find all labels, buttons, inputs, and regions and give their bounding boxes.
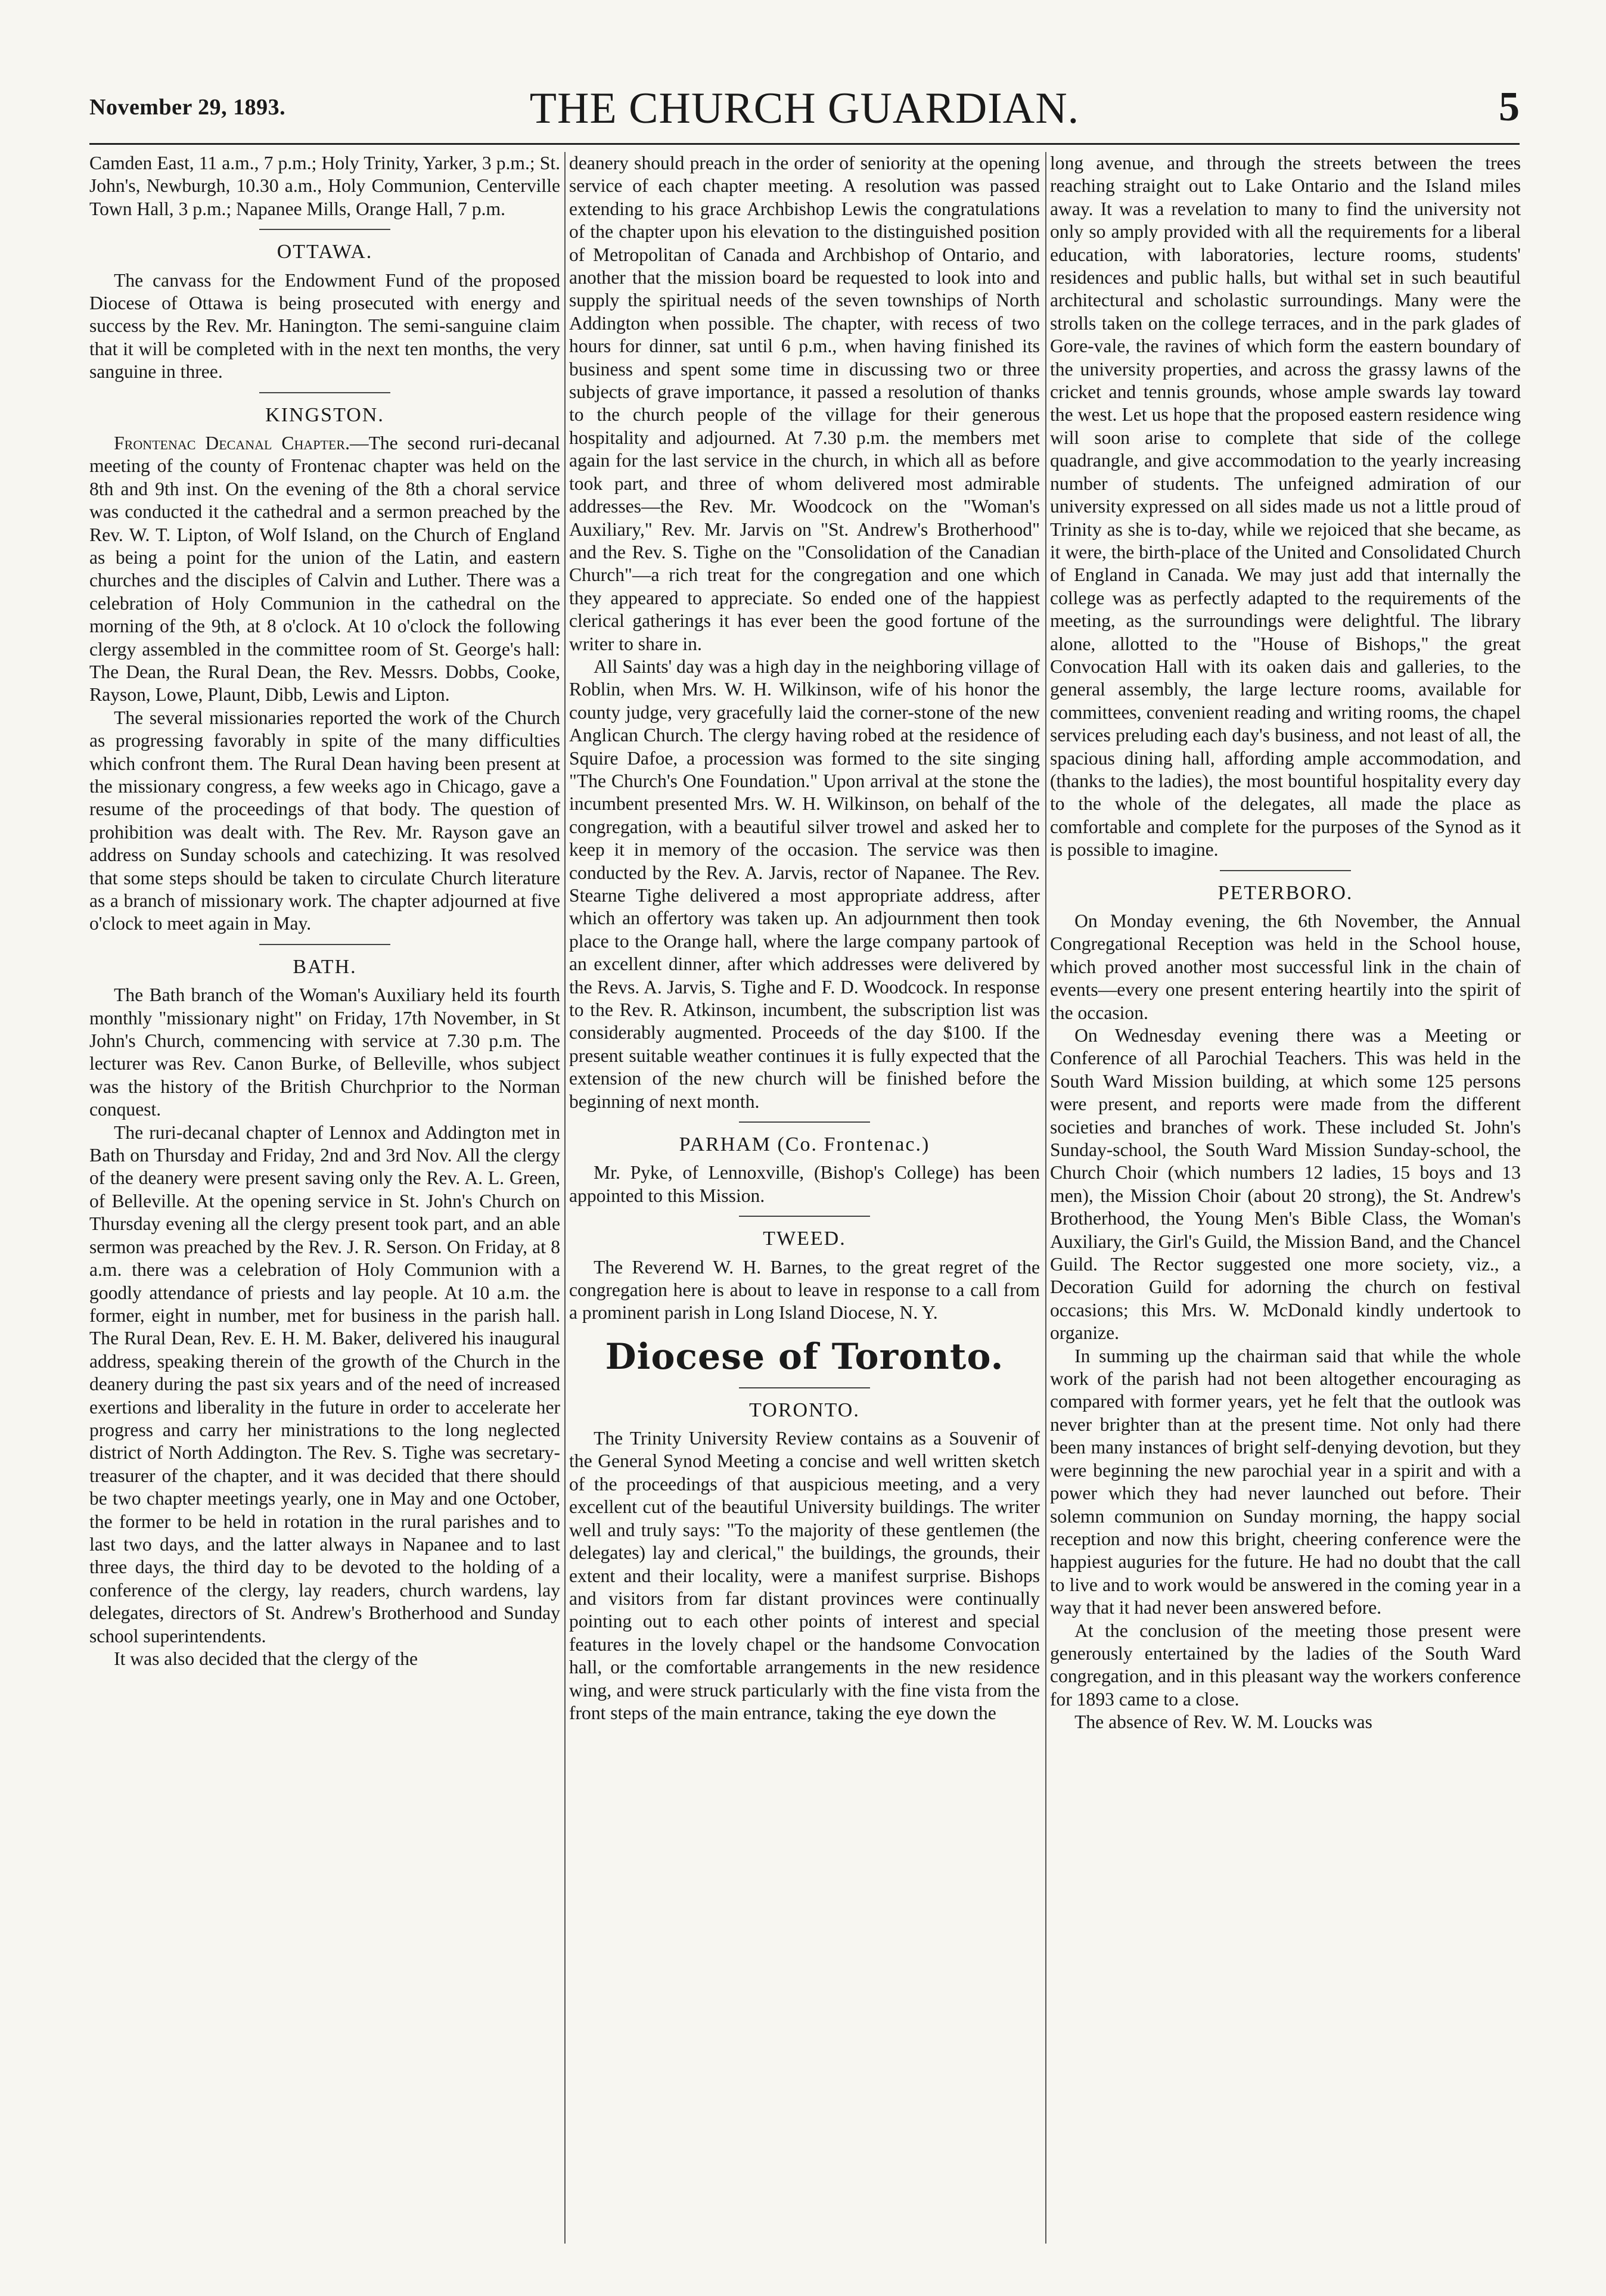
article-paragraph: The ruri-decanal chapter of Lennox and Addington met in Bath on Thursday and Friday, 2nd and 3rd Nov. All the clergy of the deanery were present saving only the Rev. A. L. Green, of Belleville. At the opening service in St. John's Church on Thursday evening all the clergy present took part, and an able sermon was preached by the Rev. J. R. Serson. On Friday, at 8 a.m. there was a celebration of Holy Communion with a goodly attendance of priests and lay people. At 10 a.m. the former, eight in number, met for business in the parish hall. The Rural Dean, Rev. E. H. M. Baker, delivered his inaugural address, speaking therein of the growth of the Church in the deanery during the past six years and of the need of increased exertions and liberality in the future in order to accelerate her progress and carry her ministrations to the long neglected district of North Addington. The Rev. S. Tighe was secretary-treasurer of the chapter, and it was decided that there should be two chapter meetings yearly, one in May and one October, the former to be held in rotation in the rural parishes and to last two days, and the latter always in Napanee and to last three days, the third day to be devoted to the holding of a conference of the clergy, lay readers, church wardens, lay delegates, directors of St. Andrew's Brotherhood and Sunday school superintendents. (89, 1121, 560, 1646)
article-paragraph: The Reverend W. H. Barnes, to the great regret of the congregation here is about to leave in response to a call from a prominent parish in Long Island Diocese, N. Y. (569, 1256, 1040, 1323)
column-2 (569, 152, 1040, 2250)
article-paragraph: On Monday evening, the 6th November, the Annual Congregational Reception was held in the School house, which proved another most successful link in the chain of events—every one present entering heartily into the spirit of the occasion. (1050, 910, 1521, 1023)
article-paragraph: long avenue, and through the streets between the trees reaching straight out to Lake Ontario and the Island miles away. It was a revelation to many to find the university not only so amply provided with all the requirements for a liberal education, with laboratories, lecture rooms, students' residences and public halls, but withal set in such beautiful architectural and scholastic surroundings. Many were the strolls taken on the college terraces, and in the park glades of Gore-vale, the ravines of which form the eastern boundary of the university properties, and across the grassy lawns of the cricket and tennis grounds, whose ample swards lay toward the west. Let us hope that the proposed eastern residence wing will soon arise to complete that side of the college quadrangle, and give accommodation to the yearly increasing number of students. The unfeigned admiration of our university expressed on all sides made us not a little proud of Trinity as she is to-day, while we rejoiced that she became, as it were, the birth-place of the United and Consolidated Church of England in Canada. We may just add that internally the college was as perfectly adapted to the requirements of the meeting, as the surroundings were delightful. The library alone, allotted to the "House of Bishops," the great Convocation Hall with its oaken dais and galleries, to the general assembly, the large lecture rooms, available for committees, convenient reading and writing rooms, the chapel services preluding each day's business, and not least of all, the spacious dining hall, affording ample accommodation, and (thanks to the ladies), the most bountiful hospitality every day to the whole of the delegates, all made the place as comfortable and complete for the purposes of the Synod as it is possible to imagine. (1050, 153, 1521, 860)
section-rule (739, 1121, 870, 1123)
masthead (89, 83, 1520, 140)
column-divider (1045, 152, 1046, 2244)
article-paragraph: The several missionaries reported the work of the Church as progressing favorably in spite of the many difficulties which confront them. The Rural Dean having been present at the missionary congress, a few weeks ago in Chicago, gave a resume of the proceedings of that body. The question of prohibition was dealt with. The Rev. Mr. Rayson gave an address on Sunday schools and catechizing. It was resolved that some steps should be taken to circulate Church literature as a branch of missionary work. The chapter adjourned at five o'clock to meet again in May. (89, 707, 560, 934)
column-divider (564, 152, 566, 2244)
section-heading: PARHAM (Co. Frontenac.) (679, 1133, 930, 1156)
column-3 (1050, 152, 1521, 2250)
article-paragraph: Camden East, 11 a.m., 7 p.m.; Holy Trinity, Yarker, 3 p.m.; St. John's, Newburgh, 10.30 a.m., Holy Communion, Centerville Town Hall, 3 p.m.; Napanee Mills, Orange Hall, 7 p.m. (89, 153, 560, 219)
masthead-rule (89, 143, 1520, 145)
paragraph-text: —The second ruri-decanal meeting of the county of Frontenac chapter was held on the 8th and 9th inst. On the evening of the 8th a choral service was conducted it the cathedral and a sermon preached by the Rev. W. T. Lipton, of Wolf Island, on the Church of England as being a point for the union of the Latin, and eastern churches and the disciples of Calvin and Luther. There was a celebration of Holy Communion in the cathedral on the morning of the 9th, at 8 o'clock. At 10 o'clock the following clergy assembled in the committee room of St. George's hall: The Dean, the Rural Dean, the Rev. Messrs. Dobbs, Cooke, Rayson, Lowe, Plaunt, Dibb, Lewis and Lipton. (89, 432, 560, 706)
section-heading: KINGSTON. (265, 403, 384, 426)
article-paragraph: The absence of Rev. W. M. Loucks was (1074, 1711, 1372, 1733)
section-heading: BATH. (293, 955, 357, 978)
newspaper-title: THE CHURCH GUARDIAN. (529, 84, 1080, 133)
article-paragraph: In summing up the chairman said that while the whole work of the parish had not been altogether encouraging as compared with former years, yet he felt that the outlook was never brighter than at the present time. Not only had there been many instances of bright self-denying devotion, but they were beginning the new parochial year in a spirit and with a power which they had never launched out before. Their solemn communion on Sunday morning, the happy social reception and now this bright, cheering conference were the happiest auguries for the future. He had no doubt that the call to live and to work would be answered in the coming year in a way that it had never been answered before. (1050, 1345, 1521, 1618)
section-rule (739, 1216, 870, 1217)
section-heading: TORONTO. (749, 1399, 860, 1421)
page-number: 5 (1499, 84, 1520, 130)
paragraph-lead: Frontenac Decanal Chapter. (114, 432, 350, 453)
article-paragraph: It was also decided that the clergy of the (114, 1648, 418, 1669)
section-rule (259, 944, 390, 945)
section-heading: PETERBORO. (1217, 881, 1353, 904)
section-heading: TWEED. (763, 1228, 846, 1250)
article-paragraph: The Bath branch of the Woman's Auxiliary held its fourth monthly "missionary night" on Friday, 17th November, in St John's Church, commencing with service at 7.30 p.m. The lecturer was Rev. Canon Burke, of Belleville, whos subject was the history of the British Churchprior to the Norman conquest. (89, 984, 560, 1120)
article-paragraph: At the conclusion of the meeting those present were generously entertained by the ladies of the South Ward congregation, and in this pleasant way the workers conference for 1893 came to a close. (1050, 1620, 1521, 1710)
article-paragraph: Mr. Pyke, of Lennoxville, (Bishop's College) has been appointed to this Mission. (569, 1162, 1040, 1206)
article-paragraph: The canvass for the Endowment Fund of the proposed Diocese of Ottawa is being prosecuted with energy and success by the Rev. Mr. Hanington. The semi-sanguine claim that it will be completed with in the next ten months, the very sanguine in three. (89, 269, 560, 383)
article-paragraph: The Trinity University Review contains as a Souvenir of the General Synod Meeting a concise and well written sketch of the proceedings of that auspicious meeting, and a very excellent cut of the beautiful University buildings. The writer well and truly says: "To the majority of these gentlemen (the delegates) lay and clerical," the buildings, the grounds, their extent and their locality, were a manifest surprise. Bishops and visitors from far distant provinces were continually pointing out to each other points of interest and special features in the lovely chapel or the handsome Convocation hall, or the comfortable arrangements in the new residence wing, and were struck particularly with the fine vista from the front steps of the main entrance, taking the eye down the (569, 1428, 1040, 1723)
section-rule (1220, 870, 1351, 871)
article-paragraph: deanery should preach in the order of seniority at the opening service of each chapter meeting. A resolution was passed extending to his grace Archbishop Lewis the congratulations of the chapter upon his elevation to the distinguished position of Metropolitan of Canada and Archbishop of Ontario, and another that the mission board be requested to look into and supply the spiritual needs of the seven townships of North Addington when possible. The chapter, with recess of two hours for dinner, sat until 6 p.m., when having finished its business and spent some time in discussing two or three subjects of grave importance, it passed a resolution of thanks to the church people of the village for their generous hospitality and adjourned. At 7.30 p.m. the members met again for the last service in the church, in which all as before took part, and three of whom delivered most admirable addresses—the Rev. Mr. Woodcock on the "Woman's Auxiliary," Rev. Mr. Jarvis on "St. Andrew's Brotherhood" and the Rev. S. Tighe on the "Consolidation of the Canadian Church"—a rich treat for the congregation and one which they appeared to appreciate. So ended one of the happiest clerical gatherings it has ever been the good fortune of the writer to share in. (569, 153, 1040, 654)
section-rule (259, 229, 390, 230)
article-paragraph: On Wednesday evening there was a Meeting or Conference of all Parochial Teachers. This was held in the South Ward Mission building, at which some 125 persons were present, and reports were made from the different societies and branches of work. These included St. John's Sunday-school, the South Ward Mission Sunday-school, the Church Choir (which numbers 12 ladies, 15 boys and 13 men), the Mission Choir (about 20 strong), the St. Andrew's Brotherhood, the Young Men's Bible Class, the Woman's Auxiliary, the Girl's Guild, the Mission Band, and the Chancel Guild. The Rector suggested one more society, viz., a Decoration Guild for adorning the church on festival occasions; this Mrs. W. McDonald kindly undertook to organize. (1050, 1024, 1521, 1344)
article-paragraph: All Saints' day was a high day in the neighboring village of Roblin, when Mrs. W. H. Wilkinson, wife of his honor the county judge, very gracefully laid the corner-stone of the new Anglican Church. The clergy having robed at the residence of Squire Dafoe, a procession was formed to the site singing "The Church's One Foundation." Upon arrival at the stone the incumbent presented Mrs. W. H. Wilkinson, on behalf of the congregation, with a beautiful silver trowel and asked her to keep it in memory of the occasion. The service was then conducted by the Rev. A. Jarvis, rector of Napanee. The Rev. Stearne Tighe delivered a most appropriate address, after which an offertory was taken up. An adjournment then took place to the Orange hall, where the large company partook of an excellent dinner, after which addresses were delivered by the Revs. A. Jarvis, S. Tighe and F. D. Woodcock. In response to the Rev. R. Atkinson, incumbent, the subscription list was considerably augmented. Proceeds of the day $100. If the present suitable weather continues it is fully expected that the extension of the new church will be finished before the beginning of next month. (569, 655, 1040, 1112)
article-paragraph (89, 432, 560, 707)
section-rule (739, 1387, 870, 1388)
issue-date: November 29, 1893. (89, 95, 286, 120)
column-1 (89, 152, 560, 2250)
diocese-heading: Diocese of Toronto. (605, 1335, 1004, 1378)
section-rule (259, 392, 390, 393)
section-heading: OTTAWA. (277, 241, 373, 263)
